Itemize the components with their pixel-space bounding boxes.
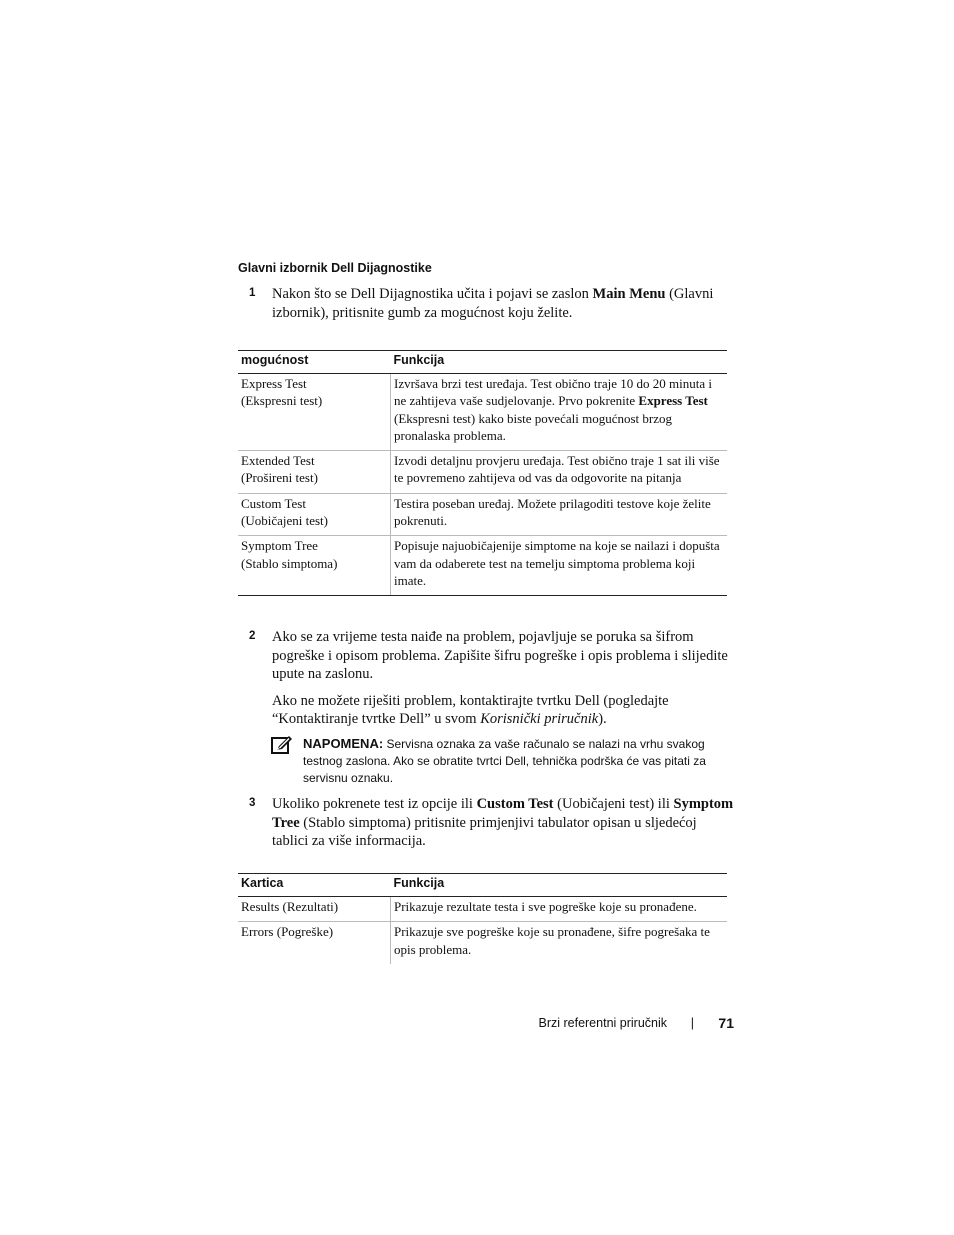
footer-title: Brzi referentni priručnik <box>538 1016 667 1030</box>
step-2 <box>249 628 734 737</box>
step-paragraph <box>272 692 734 729</box>
function-cell: Testira poseban uređaj. Možete prilagoditi testove koje želite pokrenuti. <box>391 493 728 536</box>
tab-cell: Errors (Pogreške) <box>241 924 334 940</box>
step-3 <box>249 795 734 851</box>
option-translation: (Prošireni test) <box>241 470 318 486</box>
function-cell: Popisuje najuobičajenije simptome na koje se nailazi i dopušta vam da odaberete test na temelju simptoma problema koji imate. <box>391 536 728 596</box>
option-bold: Custom Test <box>476 796 554 812</box>
step-text-part: (Uobičajeni test) ili <box>553 796 674 812</box>
column-header: Funkcija <box>391 874 728 897</box>
option-translation: (Uobičajeni test) <box>241 513 328 529</box>
function-text: (Ekspresni test) kako biste povećali mogućnost brzog pronalaska problema. <box>394 410 672 443</box>
manual-title-italic: Korisnički priručnik <box>480 711 599 727</box>
column-header: mogućnost <box>238 351 391 374</box>
step-number: 2 <box>249 630 256 642</box>
step-text-part: Nakon što se Dell Dijagnostika učita i pojavi se zaslon <box>272 286 593 302</box>
step-text-part: (Stablo simptoma) pritisnite primjenjivi tabulator opisan u sljedećoj tablici za više informacija. <box>272 814 697 849</box>
function-text: Izvršava brzi test uređaja. Test obično traje 10 do 20 minuta i ne zahtijeva vaše sudjelovanje. Prvo pokrenite <box>394 376 712 409</box>
step-text-part: ). <box>598 711 607 727</box>
section-heading: Glavni izbornik Dell Dijagnostike <box>238 261 432 275</box>
menu-name-bold: Main Menu <box>592 286 666 302</box>
option-cell <box>238 374 391 451</box>
options-table <box>238 350 727 596</box>
tab-cell: Results (Rezultati) <box>238 897 391 922</box>
option-name: Symptom Tree <box>241 538 318 554</box>
step-number: 3 <box>249 797 256 809</box>
table-row <box>238 374 727 451</box>
step-text <box>272 285 734 322</box>
function-cell <box>391 374 728 451</box>
step-paragraph: Ako se za vrijeme testa naiđe na problem, pojavljuje se poruka sa šifrom pogreške i opisom problema. Zapišite šifru pogreške i opis problema i slijedite upute na zaslonu. <box>272 629 728 682</box>
table-row <box>238 922 727 964</box>
function-cell: Prikazuje sve pogreške koje su pronađene, šifre pogrešaka te opis problema. <box>391 922 728 964</box>
option-translation: (Stablo simptoma) <box>241 555 338 571</box>
note-box <box>271 735 731 787</box>
option-bold: Symptom Tree <box>272 796 734 831</box>
option-name: Extended Test <box>241 453 315 469</box>
step-text <box>272 628 734 729</box>
note-label: NAPOMENA: <box>303 736 384 751</box>
table-row <box>238 451 727 494</box>
option-cell <box>238 493 391 536</box>
column-header: Kartica <box>238 874 391 897</box>
option-cell <box>238 451 391 494</box>
step-text-part: Ukoliko pokrenete test iz opcije ili <box>272 796 477 812</box>
table-row <box>238 536 727 596</box>
note-body: Servisna oznaka za vaše računalo se nalazi na vrhu svakog testnog zaslona. Ako se obratite tvrtci Dell, tehnička podrška će vas pitati za servisnu oznaku. <box>303 737 706 785</box>
function-cell: Izvodi detaljnu provjeru uređaja. Test obično traje 1 sat ili više te povremeno zahtijeva od vas da odgovorite na pitanja <box>391 451 728 494</box>
option-name: Express Test <box>241 376 307 391</box>
option-cell <box>238 536 391 596</box>
step-text-part: (Glavni izbornik), pritisnite gumb za mogućnost koju želite. <box>272 286 714 321</box>
table-row <box>238 493 727 536</box>
note-pencil-icon <box>271 735 293 755</box>
step-number: 1 <box>249 287 256 299</box>
function-cell: Prikazuje rezultate testa i sve pogreške koje su pronađene. <box>391 897 728 922</box>
page-number: 71 <box>718 1015 734 1031</box>
function-bold: Express Test <box>638 393 708 409</box>
table-row <box>238 897 727 922</box>
option-name: Custom Test <box>241 495 306 511</box>
table-header-row <box>238 351 727 374</box>
note-text <box>303 735 731 787</box>
table-header-row <box>238 874 727 897</box>
step-1 <box>249 285 734 322</box>
step-text <box>272 795 734 851</box>
footer-separator: | <box>690 1016 694 1030</box>
tabs-table <box>238 873 727 964</box>
column-header: Funkcija <box>391 351 728 374</box>
option-translation: (Ekspresni test) <box>241 393 323 409</box>
step-text-part: Ako ne možete riješiti problem, kontaktirajte tvrtku Dell (pogledajte “Kontaktiranje tvrtke Dell” u svom <box>272 692 669 727</box>
